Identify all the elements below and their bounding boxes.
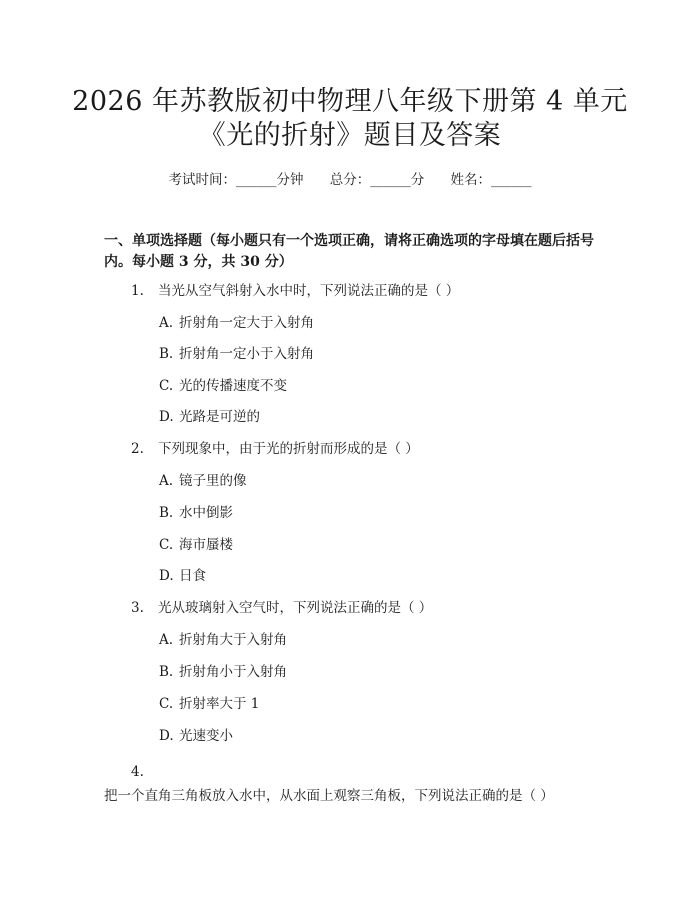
option	[159, 662, 287, 682]
question-3	[131, 598, 432, 619]
exam-meta	[0, 168, 700, 188]
question-number: 3.	[131, 600, 144, 616]
question-text: 当光从空气斜射入水中时，下列说法正确的是（ ）	[158, 283, 460, 299]
question-number: 1.	[131, 283, 144, 299]
option-letter: D.	[159, 728, 174, 744]
option-letter: C.	[159, 378, 174, 394]
option-letter: D.	[159, 568, 174, 584]
option	[159, 535, 233, 555]
option-letter: B.	[159, 505, 174, 521]
option-letter: B.	[159, 664, 174, 680]
question-number: 4.	[131, 764, 144, 780]
option-text: 日食	[179, 568, 206, 584]
option-letter: A.	[159, 315, 174, 331]
option	[159, 313, 314, 333]
option-letter: C.	[159, 696, 174, 712]
option-text: 光速变小	[179, 728, 233, 744]
option	[159, 344, 314, 364]
option-text: 折射角一定小于入射角	[179, 346, 314, 362]
option-letter: A.	[159, 473, 174, 489]
question-text: 光从玻璃射入空气时，下列说法正确的是（ ）	[158, 600, 433, 616]
option-text: 海市蜃楼	[179, 537, 233, 553]
total-score: 总分：______分	[329, 172, 425, 188]
student-name: 姓名：______	[450, 172, 532, 188]
option-letter: A.	[159, 632, 174, 648]
option-text: 折射角一定大于入射角	[179, 315, 314, 331]
option	[159, 503, 233, 523]
option-text: 水中倒影	[179, 505, 233, 521]
option-text: 折射率大于 1	[179, 696, 260, 712]
option	[159, 726, 233, 746]
option-text: 光的传播速度不变	[179, 378, 287, 394]
question-number: 2.	[131, 441, 144, 457]
option	[159, 471, 247, 491]
option	[159, 566, 206, 586]
option-text: 折射角小于入射角	[179, 664, 287, 680]
question-1	[131, 281, 459, 302]
question-text: 下列现象中，由于光的折射而形成的是（ ）	[158, 441, 419, 457]
option-text: 折射角大于入射角	[179, 632, 287, 648]
option	[159, 630, 287, 650]
document-title-line-2: 《光的折射》题目及答案	[198, 120, 502, 151]
option-letter: D.	[159, 409, 174, 425]
option	[159, 407, 260, 427]
question-4	[104, 760, 604, 808]
option	[159, 694, 259, 714]
option	[159, 376, 287, 396]
option-text: 光路是可逆的	[179, 409, 260, 425]
question-2	[131, 439, 419, 460]
section-heading: 一、单项选择题（每小题只有一个选项正确，请将正确选项的字母填在题后括号内。每小题 3 分，共 30 分）	[104, 233, 594, 270]
option-letter: C.	[159, 537, 174, 553]
option-text: 镜子里的像	[179, 473, 247, 489]
question-text: 把一个直角三角板放入水中，从水面上观察三角板，下列说法正确的是（ ）	[104, 788, 554, 804]
option-letter: B.	[159, 346, 174, 362]
document-title-line-1: 2026 年苏教版初中物理八年级下册第 4 单元	[72, 86, 628, 117]
exam-time: 考试时间：______分钟	[168, 172, 304, 188]
